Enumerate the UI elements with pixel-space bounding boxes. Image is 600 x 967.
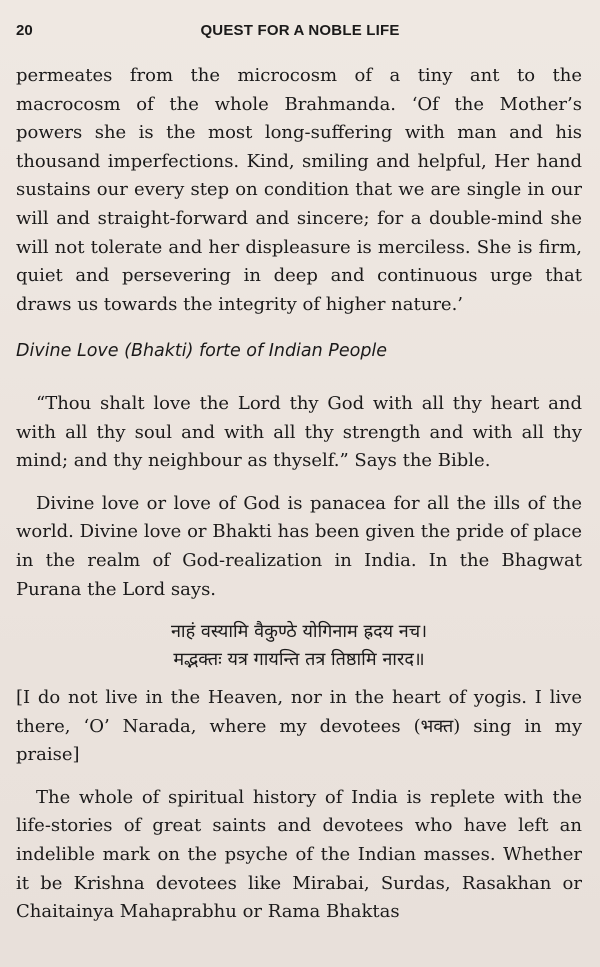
paragraph-mother-powers: permeates from the microcosm of a tiny ant to the macrocosm of the whole Brahmanda. ‘Of the Mother’s powers she is the most long-suffering with man and his thousand imperfections. Kind, smiling and helpful, Her hand sustains our every step on condition that we are single in our will and straight-forward and sincere; for a double-mind she will not tolerate and her displeasure is merciless. She is firm, quiet and persevering in deep and continuous urge that draws us towards the integrity of higher nature.’	[16, 65, 582, 315]
paragraph-spiritual-history: The whole of spiritual history of India is replete with the life-stories of great saints and devotees who have left an indelible mark on the psyche of the Indian masses. Whether it be Krishna devotees like Mirabai, Surdas, Rasakhan or Chaitainya Mahaprabhu or Rama Bhaktas	[16, 786, 582, 923]
section-heading: Divine Love (Bhakti) forte of Indian People	[16, 341, 388, 362]
sanskrit-verse	[16, 618, 582, 674]
paragraph-verse-translation: [I do not live in the Heaven, nor in the heart of yogis. I live there, ‘O’ Narada, where my devotees (भक्त) sing in my praise]	[16, 687, 582, 766]
verse-line-2: मद्भक्तः यत्र गायन्ति तत्र तिष्ठामि नारद॥	[173, 649, 425, 671]
page-number: 20	[16, 22, 33, 39]
verse-line-1: नाहं वस्यामि वैकुण्ठे योगिनाम ह्रदय नच।	[170, 621, 428, 643]
paragraph-bible-quote: “Thou shalt love the Lord thy God with all thy heart and with all thy soul and with all thy strength and with all thy mind; and thy neighbour as thyself.” Says the Bible.	[16, 392, 582, 472]
page-header	[16, 20, 584, 44]
running-title: QUEST FOR A NOBLE LIFE	[200, 22, 400, 39]
paragraph-divine-love: Divine love or love of God is panacea for all the ills of the world. Divine love or Bhakti has been given the pride of place in the realm of God-realization in India. In the Bhagwat Purana the Lord says.	[16, 492, 582, 600]
page-body	[16, 62, 582, 927]
